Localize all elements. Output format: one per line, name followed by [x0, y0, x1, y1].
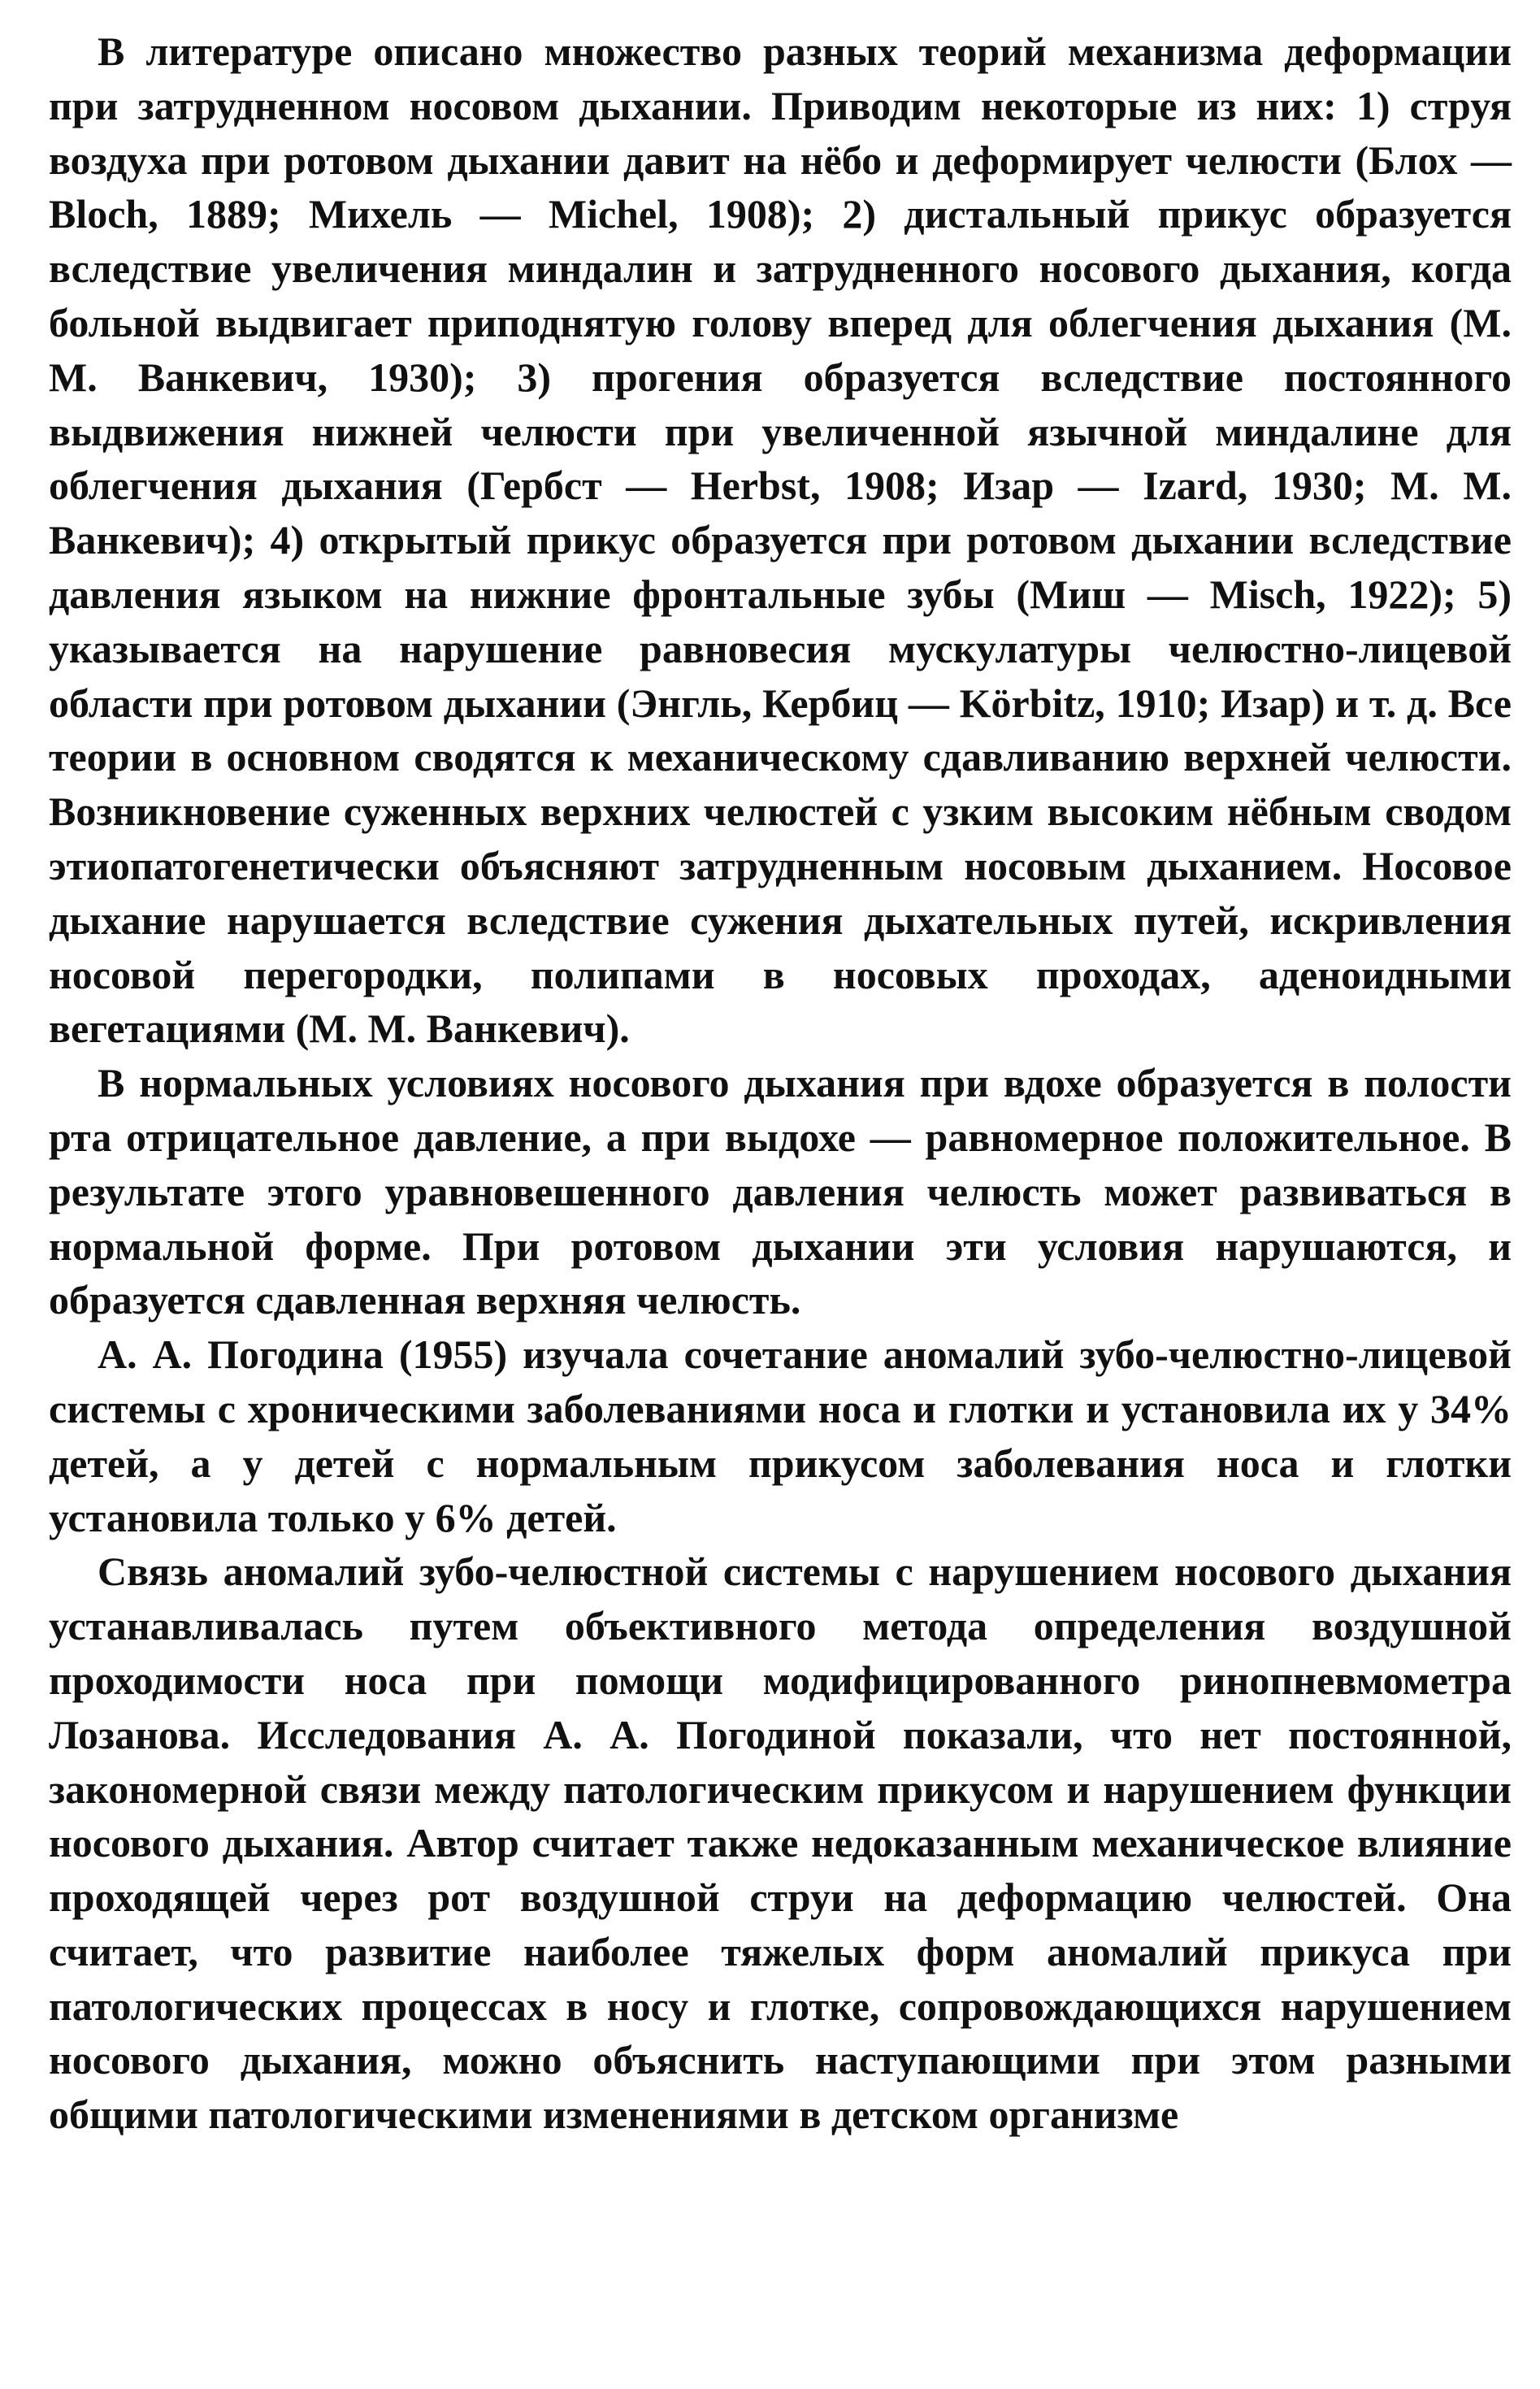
paragraph-pogodina-conclusions: Связь аномалий зубо-челюстной системы с нарушением носового дыхания устанавливалась путем объективного метода определения воздушной проходимости носа при помощи модифицированного ринопневмометра Лозанова. Исследования А. А. Погодиной показали, что нет постоянной, закономерной связи между патологическим прикусом и нарушением функции носового дыхания. Автор считает также недоказанным механическое влияние проходящей через рот воздушной струи на деформацию челюстей. Она считает, что развитие наиболее тяжелых форм аномалий прикуса при патологических процессах в носу и глотке, сопровождающихся нарушением носового дыхания, можно объяснить наступающими при этом разными общими патологическими изменениями в детском организме — [49, 1549, 1512, 2138]
paragraph-pogodina-study: А. А. Погодина (1955) изучала сочетание аномалий зубо-челюстно-лицевой системы с хроническими заболеваниями носа и глотки и установила их у 34% детей, а у детей с нормальным прикусом заболевания носа и глотки установила только у 6% детей. — [49, 1331, 1512, 1540]
paragraph-normal-breathing: В нормальных условиях носового дыхания при вдохе образуется в полости рта отрицательное давление, а при выдохе — равномерное положительное. В результате этого уравновешенного давления челюсть может развиваться в нормальной форме. При ротовом дыхании эти условия нарушаются, и образуется сдавленная верхняя челюсть. — [49, 1060, 1512, 1323]
document-page — [49, 24, 1512, 2365]
paragraph-theories: В литературе описано множество разных теорий механизма деформации при затрудненном носовом дыхании. Приводим некоторые из них: 1) струя воздуха при ротовом дыхании давит на нёбо и деформирует челюсти (Блох — Bloch, 1889; Михель — Michel, 1908); 2) дистальный прикус образуется вследствие увеличения миндалин и затрудненного носового дыхания, когда больной выдвигает приподнятую голову вперед для облегчения дыхания (М. М. Ванкевич, 1930); 3) прогения образуется вследствие постоянного выдвижения нижней челюсти при увеличенной язычной миндалине для облегчения дыхания (Гербст — Herbst, 1908; Изар — Izard, 1930; М. М. Ванкевич); 4) открытый прикус образуется при ротовом дыхании вследствие давления языком на нижние фронтальные зубы (Миш — Misch, 1922); 5) указывается на нарушение равновесия мускулатуры челюстно-лицевой области при ротовом дыхании (Энгль, Кербиц — Körbitz, 1910; Изар) и т. д. Все теории в основном сводятся к механическому сдавливанию верхней челюсти. Возникновение суженных верхних челюстей с узким высоким нёбным сводом этиопатогенетически объясняют затрудненным носовым дыханием. Носовое дыхание нарушается вследствие сужения дыхательных путей, искривления носовой перегородки, полипами в носовых проходах, аденоидными вегетациями (М. М. Ванкевич). — [49, 28, 1512, 1052]
